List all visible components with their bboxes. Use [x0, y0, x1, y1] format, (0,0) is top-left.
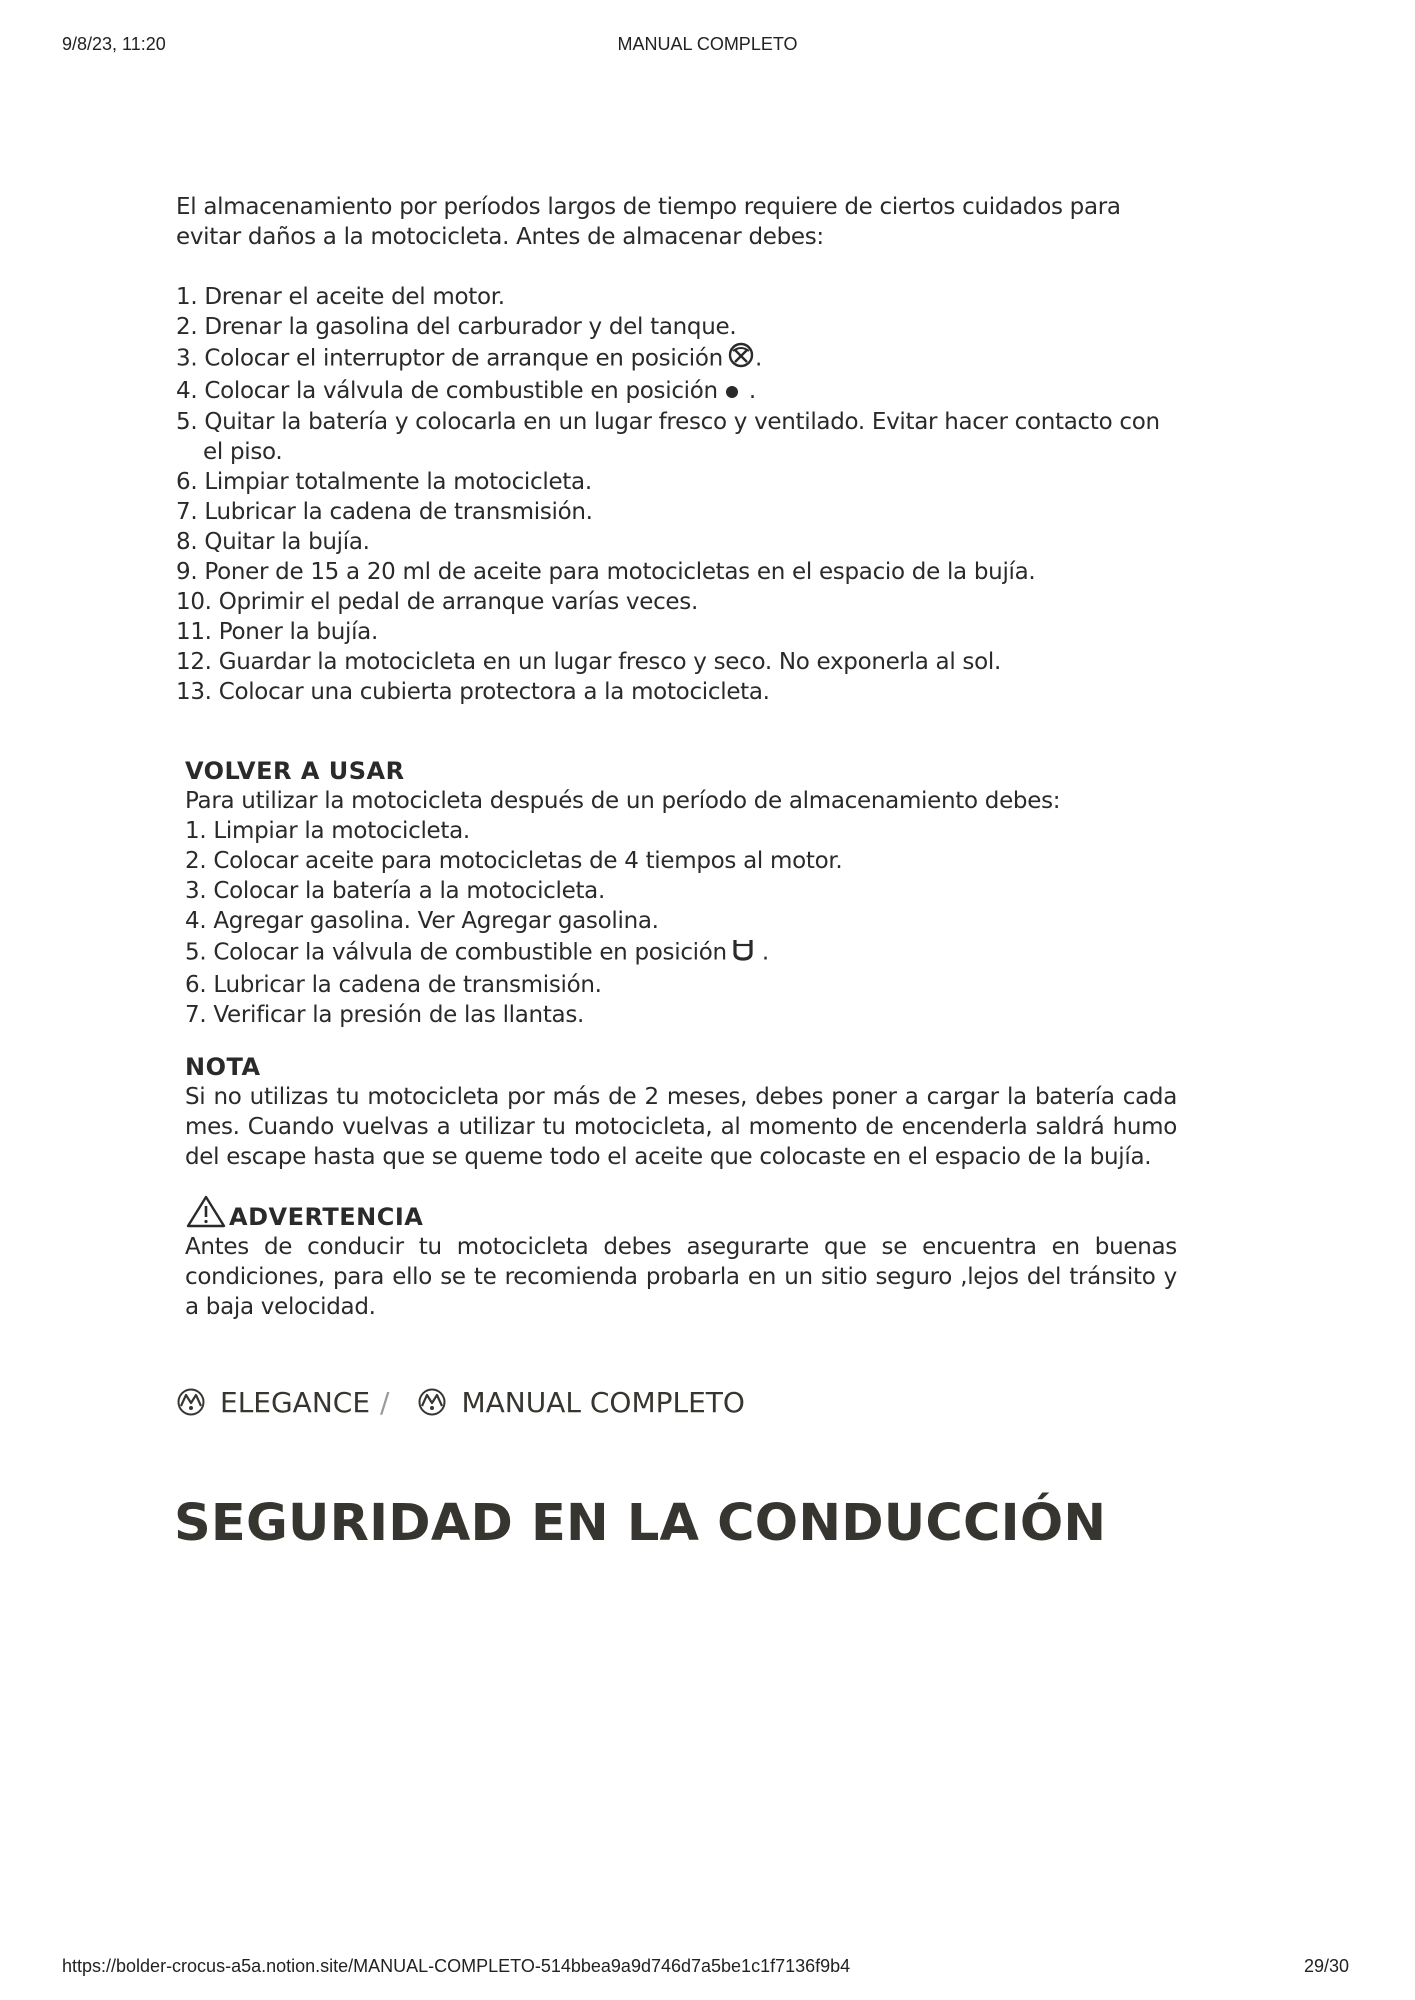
print-datetime: 9/8/23, 11:20 [62, 34, 166, 54]
breadcrumb [176, 1384, 745, 1420]
storage-step: 9. Poner de 15 a 20 ml de aceite para motocicletas en el espacio de la bujía. [176, 558, 1036, 585]
brand-logo-icon [176, 1387, 206, 1417]
warning-heading: ADVERTENCIA [229, 1202, 424, 1231]
manual-scan-image [176, 192, 1176, 1322]
warning-triangle-icon [185, 1194, 229, 1232]
storage-steps [176, 282, 1176, 707]
reuse-step: 2. Colocar aceite para motocicletas de 4 tiempos al motor. [185, 847, 843, 874]
storage-step: 1. Drenar el aceite del motor. [176, 284, 505, 310]
reuse-step: 5. Colocar la válvula de combustible en posición . [185, 936, 1177, 970]
warning-section [176, 1194, 1177, 1322]
ignition-off-icon [727, 342, 755, 376]
storage-step: 4. Colocar la válvula de combustible en posición . [176, 376, 1176, 407]
storage-step: 10. Oprimir el pedal de arranque varías veces. [176, 588, 698, 615]
breadcrumb-item-manual[interactable] [417, 1386, 744, 1419]
breadcrumb-label: ELEGANCE [220, 1385, 371, 1419]
storage-step: 12. Guardar la motocicleta en un lugar fresco y seco. No exponerla al sol. [176, 648, 1001, 675]
reuse-step: 3. Colocar la batería a la motocicleta. [185, 877, 605, 904]
storage-step: 6. Limpiar totalmente la motocicleta. [176, 468, 592, 495]
warning-header [185, 1194, 1177, 1232]
reuse-step: 7. Verificar la presión de las llantas. [185, 1001, 585, 1028]
storage-step: 5. Quitar la batería y colocarla en un lugar fresco y ventilado. Evitar hacer contacto con el piso. [176, 408, 1160, 465]
reuse-step: 1. Limpiar la motocicleta. [185, 817, 470, 844]
warning-text: Antes de conducir tu motocicleta debes asegurarte que se encuentra en buenas condiciones, para ello se te recomienda probarla en un sitio seguro ,lejos del tránsito y a baja velocidad. [185, 1233, 1177, 1320]
storage-intro: El almacenamiento por períodos largos de tiempo requiere de ciertos cuidados para evitar daños a la motocicleta. Antes de almacenar debes: [176, 194, 1121, 250]
storage-step: 3. Colocar el interruptor de arranque en posición . [176, 342, 1176, 376]
brand-logo-icon [417, 1387, 447, 1417]
storage-step: 2. Drenar la gasolina del carburador y del tanque. [176, 314, 737, 340]
reuse-step: 4. Agregar gasolina. Ver Agregar gasolina. [185, 907, 659, 934]
breadcrumb-item-elegance[interactable] [176, 1386, 370, 1419]
breadcrumb-separator: / [380, 1385, 390, 1419]
page-url: https://bolder-crocus-a5a.notion.site/MANUAL-COMPLETO-514bbea9a9d746d7a5be1c1f7136f9b4 [62, 1956, 851, 1976]
note-heading: NOTA [185, 1052, 261, 1081]
print-footer [62, 1956, 1353, 1980]
print-header [62, 34, 1353, 58]
reuse-step: 6. Lubricar la cadena de transmisión. [185, 971, 602, 998]
reuse-steps [185, 816, 1177, 1030]
reuse-intro: Para utilizar la motocicleta después de un período de almacenamiento debes: [185, 787, 1061, 814]
fuel-off-dot-icon [722, 377, 742, 407]
storage-step: 7. Lubricar la cadena de transmisión. [176, 498, 593, 525]
print-title: MANUAL COMPLETO [617, 34, 798, 54]
storage-step: 11. Poner la bujía. [176, 618, 378, 645]
note-text: Si no utilizas tu motocicleta por más de 2 meses, debes poner a cargar la batería cada mes. Cuando vuelvas a utilizar tu motocicleta, al momento de encenderla saldrá humo del escape hasta que se queme todo el aceite que colocaste en el espacio de la bujía. [185, 1083, 1177, 1170]
storage-step: 8. Quitar la bujía. [176, 528, 370, 555]
fuel-on-icon [731, 936, 755, 970]
storage-step: 13. Colocar una cubierta protectora a la motocicleta. [176, 678, 770, 705]
page-title: SEGURIDAD EN LA CONDUCCIÓN [174, 1494, 1107, 1553]
page-number: 29/30 [1303, 1956, 1349, 1976]
reuse-section [176, 756, 1177, 1030]
breadcrumb-label: MANUAL COMPLETO [461, 1385, 745, 1419]
reuse-heading: VOLVER A USAR [185, 756, 405, 785]
note-section [176, 1052, 1177, 1172]
